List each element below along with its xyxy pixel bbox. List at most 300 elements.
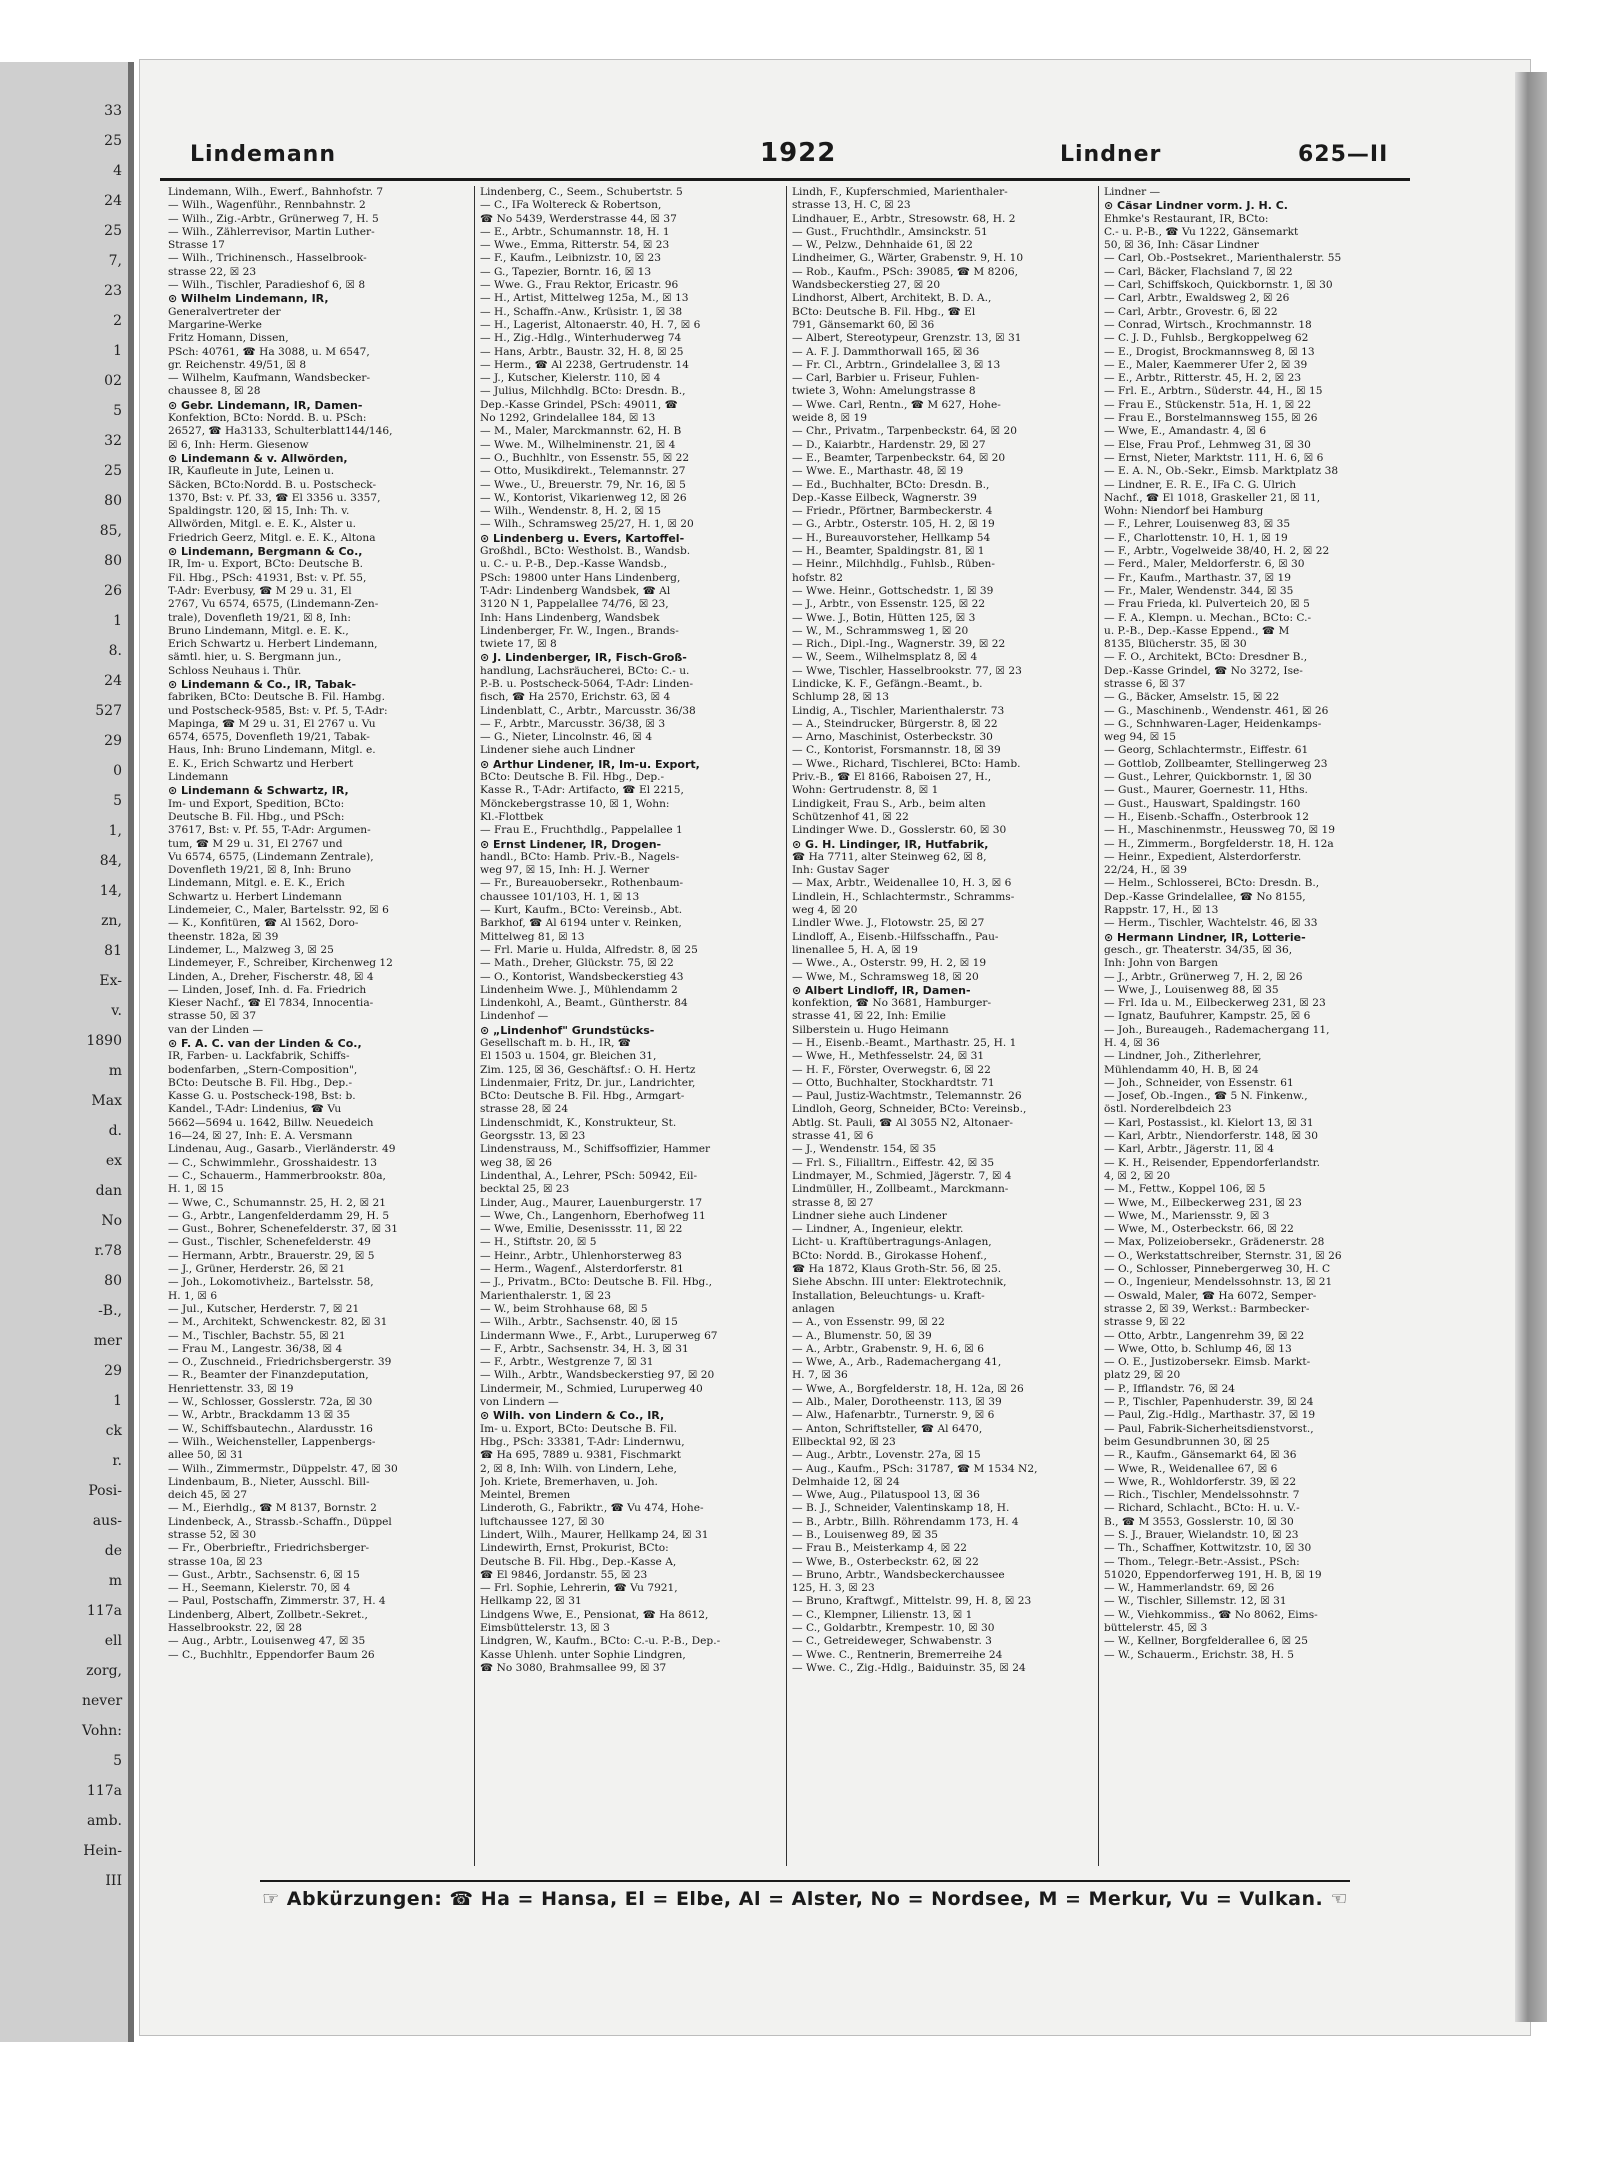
directory-entry: Schloss Neuhaus i. Thür. <box>168 664 302 677</box>
directory-entry: — F., Arbtr., Sachsenstr. 34, H. 3, ☒ 31 <box>480 1342 689 1355</box>
directory-entry: Schwartz u. Herbert Lindemann <box>168 890 342 903</box>
directory-entry: — Wilh., Tischler, Paradieshof 6, ☒ 8 <box>168 279 366 292</box>
directory-entry: — H., Lagerist, Altonaerstr. 40, H. 7, ☒ 6 <box>480 318 701 331</box>
directory-entry: — Heinr., Milchhdlg., Fuhlsb., Rüben- <box>792 558 995 571</box>
directory-entry: — Hans, Arbtr., Baustr. 32, H. 8, ☒ 25 <box>480 345 684 358</box>
directory-entry: — W., Hammerlandstr. 69, ☒ 26 <box>1104 1582 1275 1595</box>
directory-entry: strasse 50, ☒ 37 <box>168 1010 257 1023</box>
directory-entry: — P., Tischler, Papenhuderstr. 39, ☒ 24 <box>1104 1396 1314 1409</box>
directory-entry: Lindemeyer, F., Schreiber, Kirchenweg 12 <box>168 957 393 970</box>
directory-entry: anlagen <box>792 1302 835 1315</box>
directory-entry: Großhdl., BCto: Westholst. B., Wandsb. <box>480 545 691 558</box>
directory-entry: — W., Schauerm., Erichstr. 38, H. 5 <box>1104 1648 1294 1661</box>
directory-entry: — B., Louisenweg 89, ☒ 35 <box>792 1528 939 1541</box>
directory-entry: Kasse Uhlenh. unter Sophie Lindgren, <box>480 1648 686 1661</box>
column-divider <box>474 186 475 1866</box>
directory-entry: — Frl. E., Arbtrn., Süderstr. 44, H., ☒ 15 <box>1104 385 1323 398</box>
directory-entry: linenallee 5, H. A, ☒ 19 <box>792 943 918 956</box>
directory-entry: Lindenbeck, A., Strassb.-Schaffn., Düppel <box>168 1515 392 1528</box>
left-margin-fragment: 1 <box>113 343 122 359</box>
directory-entry: hofstr. 82 <box>792 571 843 584</box>
directory-entry: — M., Architekt, Schwenckestr. 82, ☒ 31 <box>168 1316 388 1329</box>
directory-entry: — Wilh., Arbtr., Wandsbeckerstieg 97, ☒ 20 <box>480 1369 715 1382</box>
directory-entry: — K. H., Reisender, Eppendorferlandstr. <box>1104 1156 1320 1169</box>
left-margin-fragment: aus- <box>92 1513 122 1529</box>
directory-entry: H. 7, ☒ 36 <box>792 1369 848 1382</box>
directory-entry: — Fr., Kaufm., Marthastr. 37, ☒ 19 <box>1104 571 1291 584</box>
directory-entry: — Alb., Maler, Dorotheenstr. 113, ☒ 39 <box>792 1396 1002 1409</box>
directory-entry: 125, H. 3, ☒ 23 <box>792 1582 875 1595</box>
directory-entry: Haus, Inh: Bruno Lindemann, Mitgl. e. <box>168 744 376 757</box>
left-margin-fragment: zn, <box>101 913 122 929</box>
directory-entry: Inh: John von Bargen <box>1104 957 1218 970</box>
directory-entry: strasse 13, H. C, ☒ 23 <box>792 199 911 212</box>
directory-entry: — Wwe. C., Zig.-Hdlg., Baiduinstr. 35, ☒ 24 <box>792 1661 1026 1674</box>
directory-entry: ☎ Ha 695, 7889 u. 9381, Fischmarkt <box>480 1449 682 1462</box>
directory-entry: strasse 9, ☒ 22 <box>1104 1316 1186 1329</box>
directory-entry: 8135, Blücherstr. 35, ☒ 30 <box>1104 638 1247 651</box>
directory-entry: Hellkamp 22, ☒ 31 <box>480 1595 582 1608</box>
left-margin-fragment: mer <box>93 1333 122 1349</box>
directory-entry: — W., Kellner, Borgfelderallee 6, ☒ 25 <box>1104 1635 1309 1648</box>
directory-entry: Kieser Nachf., ☎ El 7834, Innocentia- <box>168 997 374 1010</box>
directory-entry: — Heinr., Expedient, Alsterdorferstr. <box>1104 850 1302 863</box>
left-margin-fragment: 2 <box>113 313 122 329</box>
directory-entry: — O., Zuschneid., Friedrichsbergerstr. 39 <box>168 1356 392 1369</box>
directory-entry: twiete 17, ☒ 8 <box>480 638 557 651</box>
directory-entry: BCto: Deutsche B. Fil. Hbg., Dep.- <box>168 1076 353 1089</box>
directory-entry: — Wwe, Tischler, Hasselbrookstr. 77, ☒ 23 <box>792 664 1022 677</box>
directory-entry: östl. Norderelbdeich 23 <box>1104 1103 1232 1116</box>
directory-entry: — Frl. Marie u. Hulda, Alfredstr. 8, ☒ 25 <box>480 943 698 956</box>
directory-entry: 51020, Eppendorferweg 191, H. B, ☒ 19 <box>1104 1568 1322 1581</box>
directory-entry: — Fr. Cl., Arbtrn., Grindelallee 3, ☒ 13 <box>792 358 1001 371</box>
directory-entry: — D., Kaiarbtr., Hardenstr. 29, ☒ 27 <box>792 438 986 451</box>
left-margin-fragment: 1 <box>113 613 122 629</box>
directory-entry: — Gottlob, Zollbeamter, Stellingerweg 23 <box>1104 757 1328 770</box>
directory-entry: u. P.-B., Dep.-Kasse Eppend., ☎ M <box>1104 624 1290 637</box>
directory-entry: tum, ☎ M 29 u. 31, El 2767 und <box>168 837 343 850</box>
directory-entry: — Lindner, E. R. E., IFa C. G. Ulrich <box>1104 478 1297 491</box>
left-margin-fragment: 5 <box>113 1753 122 1769</box>
directory-entry: — F., Arbtr., Westgrenze 7, ☒ 31 <box>480 1356 654 1369</box>
directory-entry: Dep.-Kasse Grindel, ☎ No 3272, Ise- <box>1104 664 1303 677</box>
directory-entry: Inh: Gustav Sager <box>792 864 890 877</box>
directory-entry: Silberstein u. Hugo Heimann <box>792 1023 949 1036</box>
directory-entry: 6574, 6575, Dovenfleth 19/21, Tabak- <box>168 731 370 744</box>
directory-entry: — A., Blumenstr. 50, ☒ 39 <box>792 1329 932 1342</box>
directory-entry: weg 4, ☒ 20 <box>792 904 858 917</box>
directory-entry: ⊙ F. A. C. van der Linden & Co., <box>168 1037 362 1050</box>
directory-entry: Spaldingstr. 120, ☒ 15, Inh: Th. v. <box>168 505 350 518</box>
directory-entry: Lindewirth, Ernst, Prokurist, BCto: <box>480 1542 669 1555</box>
directory-entry: — O. E., Justizobersekr. Eimsb. Markt- <box>1104 1356 1311 1369</box>
directory-entry: — Math., Dreher, Glückstr. 75, ☒ 22 <box>480 957 674 970</box>
left-margin-fragment: m <box>108 1063 122 1079</box>
directory-entry: — Wwe, H., Methfesselstr. 24, ☒ 31 <box>792 1050 985 1063</box>
left-margin-fragment: 85, <box>99 523 122 539</box>
directory-entry: — G., Maschinenb., Wendenstr. 461, ☒ 26 <box>1104 704 1329 717</box>
directory-entry: BCto: Deutsche B. Fil. Hbg., ☎ El <box>792 305 976 318</box>
page-number: 625—II <box>1298 142 1389 167</box>
directory-entry: — Otto, Musikdirekt., Telemannstr. 27 <box>480 465 686 478</box>
directory-entry: BCto: Nordd. B., Girokasse Hohenf., <box>792 1249 987 1262</box>
left-margin-fragment: 29 <box>104 733 122 749</box>
directory-entry: — Wwe. Carl, Rentn., ☎ M 627, Hohe- <box>792 398 1001 411</box>
directory-entry: — H., Seemann, Kielerstr. 70, ☒ 4 <box>168 1582 351 1595</box>
directory-entry: — Gust., Arbtr., Sachsenstr. 6, ☒ 15 <box>168 1568 360 1581</box>
directory-entry: allee 50, ☒ 31 <box>168 1449 244 1462</box>
directory-entry: ⊙ Lindemann & Schwartz, IR, <box>168 784 349 798</box>
directory-entry: Lindermann Wwe., F., Arbt., Luruperweg 67 <box>480 1329 718 1342</box>
directory-entry: 1370, Bst: v. Pf. 33, ☎ El 3356 u. 3357, <box>168 491 381 504</box>
directory-entry: twiete 3, Wohn: Amelungstrasse 8 <box>792 385 976 398</box>
directory-entry: — H., Maschinenmstr., Heussweg 70, ☒ 19 <box>1104 824 1335 837</box>
directory-entry: ⊙ Wilhelm Lindemann, IR, <box>168 292 329 306</box>
directory-entry: — Wwe, C., Schumannstr. 25, H. 2, ☒ 21 <box>168 1196 386 1209</box>
left-margin-fragment: ex <box>105 1153 122 1169</box>
directory-entry: ☎ No 3080, Brahmsallee 99, ☒ 37 <box>480 1661 667 1674</box>
directory-entry: Lindenschmidt, K., Konstrukteur, St. <box>480 1116 677 1129</box>
directory-entry: — Wwe, E., Amandastr. 4, ☒ 6 <box>1104 425 1267 438</box>
directory-entry: 50, ☒ 36, Inh: Cäsar Lindner <box>1104 239 1259 252</box>
directory-entry: Lindicke, K. F., Gefängn.-Beamt., b. <box>792 677 983 690</box>
directory-entry: — Otto, Arbtr., Langenrehm 39, ☒ 22 <box>1104 1329 1305 1342</box>
directory-entry: Kasse R., T-Adr: Artifacto, ☎ El 2215, <box>480 784 684 797</box>
directory-entry: — Ed., Buchhalter, BCto: Dresdn. B., <box>792 478 990 491</box>
left-margin-fragment: ell <box>104 1633 122 1649</box>
header-left-keyword: Lindemann <box>190 142 336 167</box>
directory-entry: Lindenhof — <box>480 1010 549 1023</box>
directory-entry: Lindheimer, G., Wärter, Grabenstr. 9, H. 10 <box>792 252 1024 265</box>
directory-entry: — M., Maler, Marckmannstr. 62, H. B <box>480 425 682 438</box>
directory-entry: ⊙ Cäsar Lindner vorm. J. H. C. <box>1104 199 1288 213</box>
left-margin-fragment: 25 <box>104 463 122 479</box>
directory-entry: — Carl, Barbier u. Friseur, Fuhlen- <box>792 372 980 385</box>
directory-entry: ☎ No 5439, Werderstrasse 44, ☒ 37 <box>480 212 677 225</box>
directory-entry: — Wilh., Trichinensch., Hasselbrook- <box>168 252 367 265</box>
directory-entry: Linderoth, G., Fabriktr., ☎ Vu 474, Hohe- <box>480 1502 704 1515</box>
left-margin-fragment: dan <box>95 1183 122 1199</box>
directory-entry: strasse 28, ☒ 24 <box>480 1103 569 1116</box>
directory-entry: IR, Kaufleute in Jute, Leinen u. <box>168 465 335 478</box>
directory-entry: von Lindern — <box>480 1396 559 1409</box>
directory-entry: — W., Pelzw., Dehnhaide 61, ☒ 22 <box>792 239 973 252</box>
directory-entry: Mühlendamm 40, H. B, ☒ 24 <box>1104 1063 1259 1076</box>
directory-entry: — Albert, Stereotypeur, Grenzstr. 13, ☒ 31 <box>792 332 1022 345</box>
directory-entry: — Rob., Kaufm., PSch: 39085, ☎ M 8206, <box>792 265 1018 278</box>
left-margin-fragment: 8. <box>108 643 122 659</box>
directory-entry: ⊙ Arthur Lindener, IR, Im-u. Export, <box>480 757 700 771</box>
directory-entry: — G., Bäcker, Amselstr. 15, ☒ 22 <box>1104 691 1280 704</box>
directory-entry: Kl.-Flottbek <box>480 810 544 823</box>
left-margin-fragment: 25 <box>104 133 122 149</box>
directory-entry: Meintel, Bremen <box>480 1489 571 1502</box>
left-margin-fragment: 4 <box>113 163 122 179</box>
directory-entry: — Lindner, A., Ingenieur, elektr. <box>792 1223 964 1236</box>
directory-entry: ☎ Ha 7711, alter Steinweg 62, ☒ 8, <box>792 850 987 863</box>
directory-entry: Lindemeier, C., Maler, Bartelsstr. 92, ☒ 6 <box>168 904 389 917</box>
directory-entry: Lindhauer, E., Arbtr., Stresowstr. 68, H. 2 <box>792 212 1016 225</box>
directory-entry: handl., BCto: Hamb. Priv.-B., Nagels- <box>480 850 680 863</box>
directory-entry: — F. O., Architekt, BCto: Dresdner B., <box>1104 651 1308 664</box>
directory-entry: — Kurt, Kaufm., BCto: Vereinsb., Abt. <box>480 904 683 917</box>
directory-entry: — Max, Polizeiobersekr., Grädenerstr. 28 <box>1104 1236 1325 1249</box>
directory-entry: Lindenau, Aug., Gasarb., Vierländerstr. 49 <box>168 1143 396 1156</box>
directory-entry: — G., Schnhwaren-Lager, Heidenkamps- <box>1104 717 1322 730</box>
directory-entry: 2, ☒ 8, Inh: Wilh. von Lindern, Lehe, <box>480 1462 677 1475</box>
directory-entry: — Rich., Tischler, Mendelssohnstr. 7 <box>1104 1489 1300 1502</box>
directory-entry: — Otto, Buchhalter, Stockhardtstr. 71 <box>792 1076 995 1089</box>
directory-entry: Lindener siehe auch Lindner <box>480 744 635 757</box>
directory-entry: 16—24, ☒ 27, Inh: E. A. Versmann <box>168 1130 353 1143</box>
left-margin-fragment: Hein- <box>83 1843 122 1859</box>
directory-entry: — C., Getreideweger, Schwabenstr. 3 <box>792 1635 992 1648</box>
directory-entry: Wohn: Gertrudenstr. 8, ☒ 1 <box>792 784 939 797</box>
directory-entry: — W., beim Strohhause 68, ☒ 5 <box>480 1302 648 1315</box>
directory-entry: Lindner siehe auch Lindener <box>792 1209 947 1222</box>
directory-entry: — Aug., Kaufm., PSch: 31787, ☎ M 1534 N2, <box>792 1462 1038 1475</box>
left-margin-fragment: de <box>104 1543 122 1559</box>
directory-entry: 2767, Vu 6574, 6575, (Lindemann-Zen- <box>168 598 379 611</box>
directory-entry: Lindemann <box>168 771 229 784</box>
left-margin-fragment: 29 <box>104 1363 122 1379</box>
directory-entry: — Paul, Fabrik-Sicherheitsdienstvorst., <box>1104 1422 1314 1435</box>
directory-entry: sämtl. hier, u. S. Bergmann jun., <box>168 651 342 664</box>
directory-entry: Lindenberger, Fr. W., Ingen., Brands- <box>480 624 679 637</box>
directory-entry: — Wilh., Wagenführ., Rennbahnstr. 2 <box>168 199 366 212</box>
directory-entry: Lindemann, Wilh., Ewerf., Bahnhofstr. 7 <box>168 186 384 198</box>
directory-entry: — Gust., Tischler, Schenefelderstr. 49 <box>168 1236 371 1249</box>
directory-entry: 791, Gänsemarkt 60, ☒ 36 <box>792 318 935 331</box>
left-margin-fragment: 117a <box>86 1603 122 1619</box>
directory-entry: van der Linden — <box>168 1023 264 1036</box>
directory-entry: büttelerstr. 45, ☒ 3 <box>1104 1622 1208 1635</box>
left-margin-fragment: 32 <box>104 433 122 449</box>
directory-entry: — F., Charlottenstr. 10, H. 1, ☒ 19 <box>1104 531 1288 544</box>
directory-entry: Hbg., PSch: 33381, T-Adr: Lindernwu, <box>480 1435 685 1448</box>
directory-entry: — W., Viehkommiss., ☎ No 8062, Eims- <box>1104 1608 1318 1621</box>
directory-entry: — Gust., Hauswart, Spaldingstr. 160 <box>1104 797 1301 810</box>
directory-entry: — R., Kaufm., Gänsemarkt 64, ☒ 36 <box>1104 1449 1297 1462</box>
directory-entry: Lindenbaum, B., Nieter, Ausschl. Bill- <box>168 1475 370 1488</box>
directory-entry: H. 1, ☒ 15 <box>168 1183 224 1196</box>
directory-entry: T-Adr: Lindenberg Wandsbek, ☎ Al <box>480 584 671 597</box>
directory-entry: — S. J., Brauer, Wielandstr. 10, ☒ 23 <box>1104 1528 1299 1541</box>
directory-entry: — E., Maler, Kaemmerer Ufer 2, ☒ 39 <box>1104 358 1308 371</box>
directory-entry: Dovenfleth 19/21, ☒ 8, Inh: Bruno <box>168 864 351 877</box>
directory-entry: — A., Steindrucker, Bürgerstr. 8, ☒ 22 <box>792 717 998 730</box>
directory-entry: Strasse 17 <box>168 239 225 252</box>
directory-entry: — Th., Schaffner, Kottwitzstr. 10, ☒ 30 <box>1104 1542 1312 1555</box>
directory-entry: — Chr., Privatm., Tarpenbeckstr. 64, ☒ 20 <box>792 425 1017 438</box>
directory-entry: — Frl. Ida u. M., Eilbeckerweg 231, ☒ 23 <box>1104 997 1326 1010</box>
directory-entry: — A. F. J. Dammthorwall 165, ☒ 36 <box>792 345 980 358</box>
directory-entry: Eimsbüttelerstr. 13, ☒ 3 <box>480 1622 610 1635</box>
directory-entry: — C. J. D., Fuhlsb., Bergkoppelweg 62 <box>1104 332 1309 345</box>
left-margin-fragment: 5 <box>113 793 122 809</box>
directory-entry: — Wwe. Heinr., Gottschedstr. 1, ☒ 39 <box>792 584 994 597</box>
directory-entry: — Gust., Lehrer, Quickbornstr. 1, ☒ 30 <box>1104 771 1312 784</box>
directory-entry: — Wwe. C., Rentnerin, Bremerreihe 24 <box>792 1648 1003 1661</box>
directory-entry: — H. F., Förster, Overwegstr. 6, ☒ 22 <box>792 1063 991 1076</box>
left-margin-fragment: 7, <box>108 253 122 269</box>
directory-entry: — F., Arbtr., Marcusstr. 36/38, ☒ 3 <box>480 717 666 730</box>
directory-entry: 5662—5694 u. 1642, Billw. Neuedeich <box>168 1116 374 1129</box>
directory-entry: — H., Artist, Mittelweg 125a, M., ☒ 13 <box>480 292 689 305</box>
directory-entry: — Wwe. M., Wilhelminenstr. 21, ☒ 4 <box>480 438 676 451</box>
directory-entry: — C., Schwimmlehr., Grosshaidestr. 13 <box>168 1156 377 1169</box>
header-right-keyword: Lindner <box>1060 142 1162 167</box>
left-margin-fragment: d. <box>108 1123 122 1139</box>
directory-entry: Abtlg. St. Pauli, ☎ Al 3055 N2, Altonaer- <box>792 1116 1013 1129</box>
directory-entry: — F. A., Klempn. u. Mechan., BCto: C.- <box>1104 611 1312 624</box>
directory-entry: — M., Eierhdlg., ☎ M 8137, Bornstr. 2 <box>168 1502 377 1515</box>
directory-entry: Dep.-Kasse Grindelallee, ☎ No 8155, <box>1104 890 1306 903</box>
directory-entry: — Carl, Arbtr., Grovestr. 6, ☒ 22 <box>1104 305 1278 318</box>
directory-entry: — Arno, Maschinist, Osterbeckstr. 30 <box>792 731 993 744</box>
directory-entry: Lindenblatt, C., Arbtr., Marcusstr. 36/38 <box>480 704 696 717</box>
directory-entry: Lindert, Wilh., Maurer, Hellkamp 24, ☒ 31 <box>480 1528 709 1541</box>
directory-entry: Im- u. Export, BCto: Deutsche B. Fil. <box>480 1422 678 1435</box>
directory-entry: beim Gesundbrunnen 30, ☒ 25 <box>1104 1435 1270 1448</box>
directory-entry: Lindenberg, Albert, Zollbetr.-Sekret., <box>168 1608 368 1621</box>
directory-entry: — Frau E., Stückenstr. 51a, H. 1, ☒ 22 <box>1104 398 1312 411</box>
directory-entry: No 1292, Grindelallee 184, ☒ 13 <box>480 412 656 425</box>
directory-entry: — Else, Frau Prof., Lehmweg 31, ☒ 30 <box>1104 438 1311 451</box>
directory-entry: ⊙ Lindemann & v. Allwörden, <box>168 451 348 465</box>
column-4 <box>1104 186 1404 1856</box>
directory-entry: Lindenkohl, A., Beamt., Güntherstr. 84 <box>480 997 688 1010</box>
directory-entry: Lindler Wwe. J., Flotowstr. 25, ☒ 27 <box>792 917 985 930</box>
directory-entry: — C., Buchhltr., Eppendorfer Baum 26 <box>168 1648 375 1661</box>
directory-entry: Lindigkeit, Frau S., Arb., beim alten <box>792 797 986 810</box>
directory-entry: ⊙ Lindenberg u. Evers, Kartoffel- <box>480 531 685 545</box>
directory-entry: strasse 41, ☒ 6 <box>792 1130 874 1143</box>
directory-entry: — Wwe, A., Arb., Rademachergang 41, <box>792 1356 1002 1369</box>
directory-entry: — Thom., Telegr.-Betr.-Assist., PSch: <box>1104 1555 1300 1568</box>
directory-entry: — H., Bureauvorsteher, Hellkamp 54 <box>792 531 991 544</box>
directory-entry: Lindenthal, A., Lehrer, PSch: 50942, Eil- <box>480 1169 698 1182</box>
left-margin-fragment: 24 <box>104 673 122 689</box>
directory-entry: Allwörden, Mitgl. e. E. K., Alster u. <box>168 518 357 531</box>
directory-entry: — Paul, Zig.-Hdlg., Marthastr. 37, ☒ 19 <box>1104 1409 1316 1422</box>
directory-entry: Hasselbrookstr. 22, ☒ 28 <box>168 1622 302 1635</box>
directory-entry: ⊙ Hermann Lindner, IR, Lotterie- <box>1104 930 1306 944</box>
directory-entry: Gesellschaft m. b. H., IR, ☎ <box>480 1037 631 1049</box>
directory-entry: — E., Arbtr., Ritterstr. 45, H. 2, ☒ 23 <box>1104 372 1302 385</box>
directory-entry: Schützenhof 41, ☒ 22 <box>792 810 909 823</box>
directory-entry: Friedrich Geerz, Mitgl. e. E. K., Altona <box>168 531 376 544</box>
directory-entry: Marienthalerstr. 1, ☒ 23 <box>480 1289 611 1302</box>
directory-entry: — B. J., Schneider, Valentinskamp 18, H. <box>792 1502 1010 1515</box>
directory-entry: Lindinger Wwe. D., Gosslerstr. 60, ☒ 30 <box>792 824 1007 837</box>
directory-entry: Mönckebergstrasse 10, ☒ 1, Wohn: <box>480 797 670 810</box>
left-margin-fragment: m <box>108 1573 122 1589</box>
directory-entry: — H., Schaffn.-Anw., Krüsistr. 1, ☒ 38 <box>480 305 683 318</box>
directory-entry: Zim. 125, ☒ 36, Geschäftsf.: O. H. Hertz <box>480 1063 696 1076</box>
directory-entry: PSch: 19800 unter Hans Lindenberg, <box>480 571 681 584</box>
directory-entry: 37617, Bst: v. Pf. 55, T-Adr: Argumen- <box>168 824 371 837</box>
directory-entry: — Wwe, M., Eilbeckerweg 231, ☒ 23 <box>1104 1196 1302 1209</box>
left-margin-fragment: III <box>105 1873 122 1889</box>
left-margin-fragment: No <box>101 1213 122 1229</box>
left-margin-fragment: 80 <box>104 493 122 509</box>
directory-entry: fabriken, BCto: Deutsche B. Fil. Hambg. <box>168 691 385 704</box>
directory-entry: — Wilh., Schramsweg 25/27, H. 1, ☒ 20 <box>480 518 694 531</box>
directory-entry: 4, ☒ 2, ☒ 20 <box>1104 1169 1171 1182</box>
directory-entry: — W., Schiffsbautechn., Alardusstr. 16 <box>168 1422 373 1435</box>
left-margin-fragment: r. <box>112 1453 122 1469</box>
directory-entry: IR, Im- u. Export, BCto: Deutsche B. <box>168 558 364 571</box>
directory-entry: Delmhaide 12, ☒ 24 <box>792 1475 900 1488</box>
directory-entry: C.- u. P.-B., ☎ Vu 1222, Gänsemarkt <box>1104 225 1299 238</box>
directory-entry: Installation, Beleuchtungs- u. Kraft- <box>792 1289 985 1302</box>
directory-entry: — A., von Essenstr. 99, ☒ 22 <box>792 1316 945 1329</box>
directory-entry: strasse 22, ☒ 23 <box>168 265 257 278</box>
directory-entry: ⊙ Lindemann, Bergmann & Co., <box>168 545 363 559</box>
left-margin-fragment: Posi- <box>88 1483 122 1499</box>
directory-entry: Wandsbeckerstieg 27, ☒ 20 <box>792 279 941 292</box>
directory-entry: — Frl. S., Filialltrn., Eiffestr. 42, ☒ 35 <box>792 1156 995 1169</box>
directory-entry: — Frau E., Fruchthdlg., Pappelallee 1 <box>480 824 683 837</box>
left-margin-fragment: r.78 <box>94 1243 122 1259</box>
left-margin-fragment: 25 <box>104 223 122 239</box>
directory-entry: — Wwe, A., Borgfelderstr. 18, H. 12a, ☒ 26 <box>792 1382 1024 1395</box>
directory-entry: — J., Wendenstr. 154, ☒ 35 <box>792 1143 937 1156</box>
directory-entry: — H., Eisenb.-Schaffn., Osterbrook 12 <box>1104 810 1310 823</box>
left-margin-fragment: 81 <box>104 943 122 959</box>
directory-entry: — F., Lehrer, Louisenweg 83, ☒ 35 <box>1104 518 1291 531</box>
directory-entry: strasse 6, ☒ 37 <box>1104 677 1186 690</box>
directory-entry: — W., Kontorist, Vikarienweg 12, ☒ 26 <box>480 491 687 504</box>
directory-entry: — Wwe, Ch., Langenhorn, Eberhofweg 11 <box>480 1209 706 1222</box>
directory-entry: Lindemer, L., Malzweg 3, ☒ 25 <box>168 943 334 956</box>
left-margin-fragment: 84, <box>99 853 122 869</box>
directory-entry: — Ferd., Maler, Meldorferstr. 6, ☒ 30 <box>1104 558 1305 571</box>
directory-entry: konfektion, ☎ No 3681, Hamburger- <box>792 997 992 1010</box>
directory-entry: Licht- u. Kraftübertragungs-Anlagen, <box>792 1236 992 1249</box>
directory-entry: Säcken, BCto:Nordd. B. u. Postscheck- <box>168 478 377 491</box>
directory-entry: Mapinga, ☎ M 29 u. 31, El 2767 u. Vu <box>168 717 376 730</box>
left-margin-fragment: 1, <box>108 823 122 839</box>
directory-entry: — Aug., Arbtr., Lovenstr. 27a, ☒ 15 <box>792 1449 981 1462</box>
directory-entry: — Georg, Schlachtermstr., Eiffestr. 61 <box>1104 744 1309 757</box>
directory-entry: fisch, ☎ Ha 2570, Erichstr. 63, ☒ 4 <box>480 691 671 704</box>
directory-entry: — Linden, Josef, Inh. d. Fa. Friedrich <box>168 983 367 996</box>
directory-entry: deich 45, ☒ 27 <box>168 1489 248 1502</box>
directory-entry: gesch., gr. Theaterstr. 34/35, ☒ 36, <box>1104 943 1293 956</box>
directory-entry: — Wilh., Zig.-Arbtr., Grünerweg 7, H. 5 <box>168 212 379 225</box>
directory-entry: Erich Schwartz u. Herbert Lindemann, <box>168 638 378 651</box>
directory-entry: ⊙ „Lindenhof" Grundstücks- <box>480 1023 655 1037</box>
directory-entry: — Rich., Dipl.-Ing., Wagnerstr. 39, ☒ 22 <box>792 638 1006 651</box>
directory-entry: — Carl, Bäcker, Flachsland 7, ☒ 22 <box>1104 265 1293 278</box>
directory-entry: — Carl, Ob.-Postsekret., Marienthalerstr. 55 <box>1104 252 1342 265</box>
directory-entry: ☎ El 9846, Jordanstr. 55, ☒ 23 <box>480 1568 648 1581</box>
left-margin-fragment: Ex- <box>99 973 122 989</box>
directory-entry: Dep.-Kasse Grindel, PSch: 49011, ☎ <box>480 398 678 411</box>
directory-entry: Linder, Aug., Maurer, Lauenburgerstr. 17 <box>480 1196 703 1209</box>
directory-entry: weg 94, ☒ 15 <box>1104 731 1177 744</box>
directory-entry: — Wwe, R., Weidenallee 67, ☒ 6 <box>1104 1462 1278 1475</box>
directory-entry: Lindmayer, M., Schmied, Jägerstr. 7, ☒ 4 <box>792 1169 1012 1182</box>
directory-entry: — R., Beamter der Finanzdeputation, <box>168 1369 369 1382</box>
directory-entry: — Wwe, Aug., Pilatuspool 13, ☒ 36 <box>792 1489 980 1502</box>
directory-entry: — Carl, Schiffskoch, Quickbornstr. 1, ☒ 30 <box>1104 279 1333 292</box>
directory-entry: — Alw., Hafenarbtr., Turnerstr. 9, ☒ 6 <box>792 1409 995 1422</box>
directory-entry: Joh. Kriete, Bremerhaven, u. Joh. <box>480 1475 658 1488</box>
